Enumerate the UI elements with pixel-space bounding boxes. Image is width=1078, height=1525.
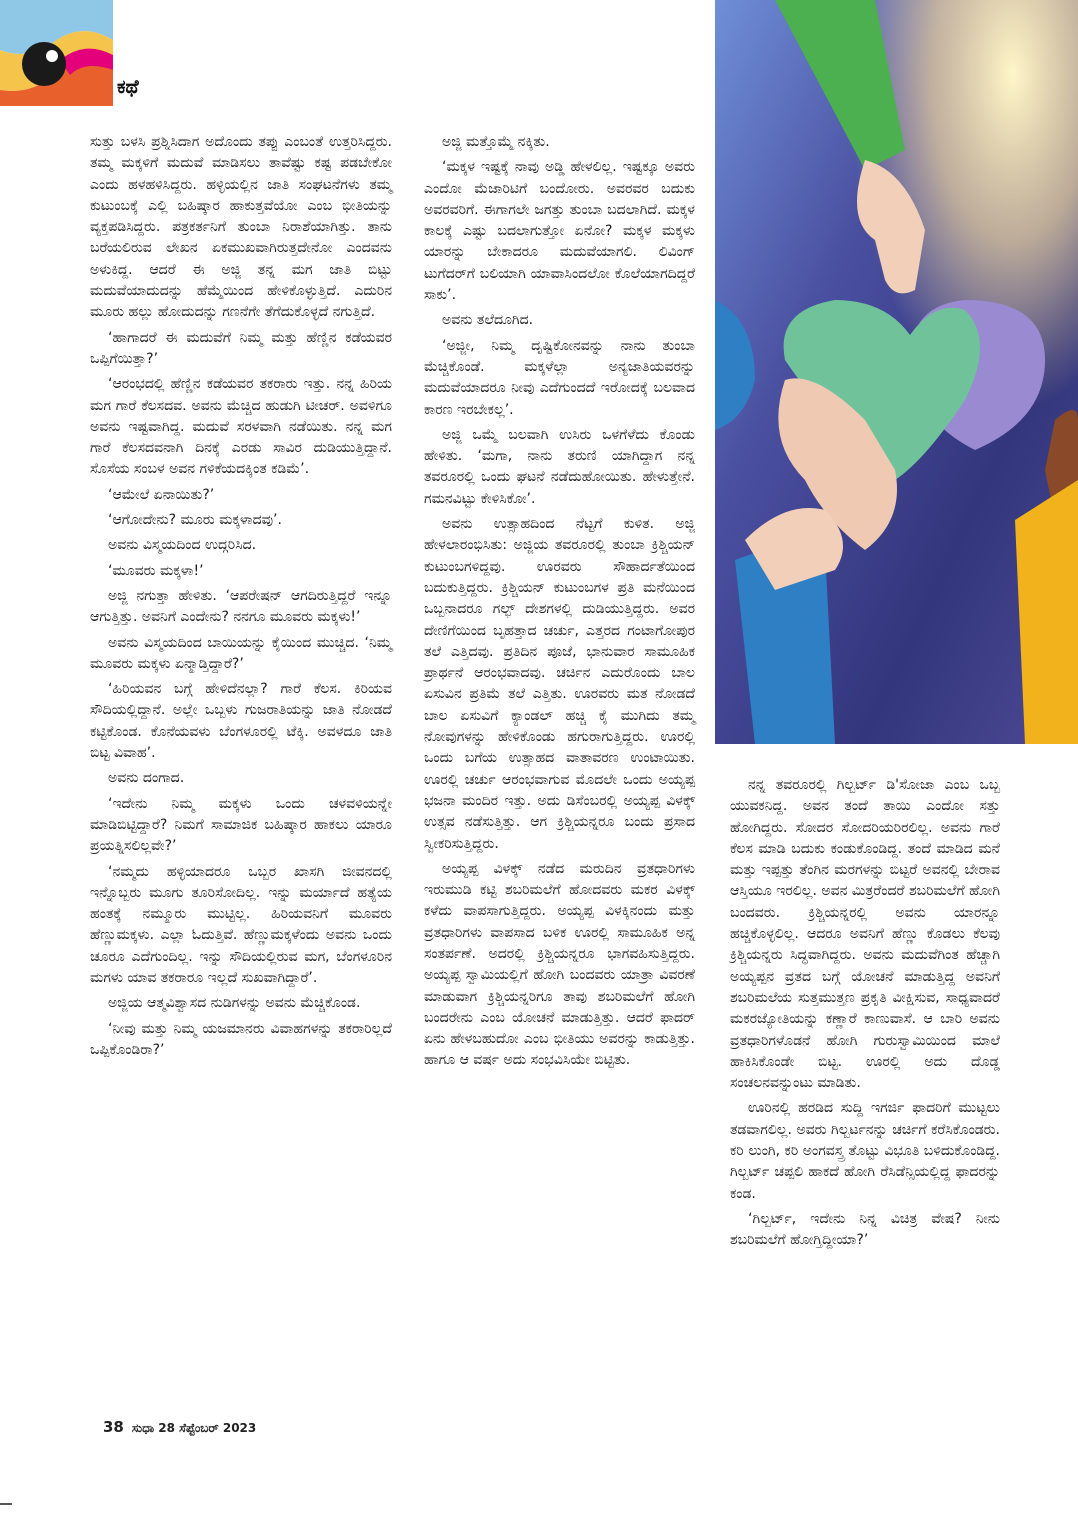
paragraph: ಅಜ್ಜಿ ಮತ್ತೊಮ್ಮೆ ನಕ್ಕಿತು.	[442, 134, 550, 150]
paragraph: ಸುತ್ತು ಬಳಸಿ ಪ್ರಶ್ನಿಸಿದಾಗ ಅದೊಂದು ತಪ್ಪು ಎಂಬಂತೆ ಉತ್ತರಿಸಿದ್ದರು. ತಮ್ಮ ಮಕ್ಕಳಿಗೆ ಮದುವೆ ಮಾಡಿಸಲು ತಾವೆಷ್ಟು ಕಷ್ಟ ಪಡಬೇಕೋ ಎಂದು ಹಳಹಳಿಸಿದ್ದರು. ಹಳ್ಳಿಯಲ್ಲಿನ ಜಾತಿ ಸಂಘಟನೆಗಳು ತಮ್ಮ ಕುಟುಂಬಕ್ಕೆ ಎಲ್ಲಿ ಬಹಿಷ್ಕಾರ ಹಾಕುತ್ತವೆಯೋ ಎಂಬ ಭೀತಿಯನ್ನು ವ್ಯಕ್ತಪಡಿಸಿದ್ದರು. ಪತ್ರಕರ್ತನಿಗೆ ತುಂಬಾ ನಿರಾಶೆಯಾಗಿತ್ತು. ತಾನು ಬರೆಯಲಿರುವ ಲೇಖನ ಏಕಮುಖವಾಗಿರುತ್ತದೇನೋ ಎಂದವನು ಅಳುಕಿದ್ದ. ಆದರೆ ಈ ಅಜ್ಜಿ ತನ್ನ ಮಗ ಜಾತಿ ಬಿಟ್ಟು ಮದುವೆಯಾದುದನ್ನು ಹೆಮ್ಮೆಯಿಂದ ಹೇಳಿಕೊಳ್ಳುತ್ತಿದೆ. ಎದುರಿನ ಮೂರು ಹಲ್ಲು ಹೋದುದನ್ನು ಗಣನೆಗೇ ತೆಗೆದುಕೊಳ್ಳದೆ ನಗುತ್ತಿದೆ.	[90, 134, 392, 321]
page-number: 38	[103, 1418, 124, 1436]
section-label: ಕಥೆ	[117, 76, 139, 98]
paragraph: ಅಯ್ಯಪ್ಪ ವಿಳಕ್ಕ್ ನಡೆದ ಮರುದಿನ ವ್ರತಧಾರಿಗಳು ಇರುಮುಡಿ ಕಟ್ಟಿ ಶಬರಿಮಲೆಗೆ ಹೋದವರು ಮಕರ ವಿಳಕ್ಕ್ ಕಳೆದು ವಾಪಸಾಗುತ್ತಿದ್ದರು. ಅಯ್ಯಪ್ಪ ವಿಳಕ್ಕಿನಂದು ಮತ್ತು ವ್ರತಧಾರಿಗಳು ವಾಪಸಾದ ಬಳಿಕ ಊರಲ್ಲಿ ಸಾಮೂಹಿಕ ಅನ್ನ ಸಂತರ್ಪಣೆ. ಅದರಲ್ಲಿ ಕ್ರಿಶ್ಚಿಯನ್ನರೂ ಭಾಗವಹಿಸುತ್ತಿದ್ದರು. ಅಯ್ಯಪ್ಪ ಸ್ವಾಮಿಯಲ್ಲಿಗೆ ಹೋಗಿ ಬಂದವರು ಯಾತ್ರಾ ವಿವರಣೆ ಮಾಡುವಾಗ ಕ್ರಿಶ್ಚಿಯನ್ನರಿಗೂ ತಾವು ಶಬರಿಮಲೆಗೆ ಹೋಗಿ ಬಂದರೇನು ಎಂಬ ಯೋಚನೆ ಮಾಡುತ್ತಿತ್ತು. ಆದರೆ ಫಾದರ್ ಏನು ಹೇಳಬಹುದೋ ಎಂಬ ಭೀತಿಯು ಅವರನ್ನು ಕಾಡುತ್ತಿತ್ತು. ಹಾಗೂ ಆ ವರ್ಷ ಅದು ಸಂಭವಿಸಿಯೇ ಬಿಟ್ಟಿತು.	[424, 860, 695, 1069]
paragraph: ‘ಇದೇನು ನಿಮ್ಮ ಮಕ್ಕಳು ಒಂದು ಚಳವಳಿಯನ್ನೇ ಮಾಡಿಬಿಟ್ಟಿದ್ದಾರೆ? ನಿಮಗೆ ಸಾಮಾಜಿಕ ಬಹಿಷ್ಕಾರ ಹಾಕಲು ಯಾರೂ ಪ್ರಯತ್ನಿಸಲಿಲ್ಲವೇ?’	[90, 795, 392, 855]
paragraph: ‘ಹಾಗಾದರೆ ಈ ಮದುವೆಗೆ ನಿಮ್ಮ ಮತ್ತು ಹೆಣ್ಣಿನ ಕಡೆಯವರ ಒಪ್ಪಿಗೆಯಿತ್ತಾ?’	[90, 329, 392, 367]
paragraph: ಅವನು ದಂಗಾದ.	[108, 770, 185, 787]
paragraph: ಅವನು ಉತ್ಸಾಹದಿಂದ ನೆಟ್ಟಗೆ ಕುಳಿತ. ಅಜ್ಜಿ ಹೇಳಲಾರಂಭಿಸಿತು: ಅಜ್ಜಿಯ ತವರೂರಲ್ಲಿ ತುಂಬಾ ಕ್ರಿಶ್ಚಿಯನ್ ಕುಟುಂಬಗಳಿದ್ದವು. ಊರವರು ಸೌಹಾರ್ದತೆಯಿಂದ ಬದುಕುತ್ತಿದ್ದರು. ಕ್ರಿಶ್ಚಿಯನ್ ಕುಟುಂಬಗಳ ಪ್ರತಿ ಮನೆಯಿಂದ ಒಬ್ಬನಾದರೂ ಗಲ್ಫ್ ದೇಶಗಳಲ್ಲಿ ದುಡಿಯುತ್ತಿದ್ದರು. ಅವರ ದೇಣಿಗೆಯಿಂದ ಬೃಹತ್ತಾದ ಚರ್ಚು, ಎತ್ತರದ ಗಂಟಾಗೋಪುರ ತಲೆ ಎತ್ತಿದವು. ಪ್ರತಿದಿನ ಪೂಜೆ, ಭಾನುವಾರ ಸಾಮೂಹಿಕ ಪ್ರಾರ್ಥನೆ ಆರಂಭವಾದವು. ಚರ್ಚಿನ ಎದುರೊಂದು ಬಾಲ ಏಸುವಿನ ಪ್ರತಿಮೆ ತಲೆ ಎತ್ತಿತು. ಊರವರು ಮತ ನೋಡದೆ ಬಾಲ ಏಸುವಿಗೆ ಕ್ಯಾಂಡಲ್ ಹಚ್ಚಿ ಕೈ ಮುಗಿದು ತಮ್ಮ ನೋವುಗಳನ್ನು ಹೇಳಿಕೊಂಡು ಹಗುರಾಗುತ್ತಿದ್ದರು. ಊರಲ್ಲಿ ಒಂದು ಬಗೆಯ ಉತ್ಸಾಹದ ವಾತಾವರಣ ಉಂಟಾಯಿತು. ಊರಲ್ಲಿ ಚರ್ಚು ಆರಂಭವಾಗುವ ಮೊದಲೇ ಒಂದು ಅಯ್ಯಪ್ಪ ಭಜನಾ ಮಂದಿರ ಇತ್ತು. ಅದು ಡಿಸೆಂಬರಲ್ಲಿ ಅಯ್ಯಪ್ಪ ವಿಳಕ್ಕ್ ಉತ್ಸವ ನಡೆಸುತ್ತಿತ್ತು. ಆಗ ಕ್ರಿಶ್ಚಿಯನ್ನರೂ ಬಂದು ಪ್ರಸಾದ ಸ್ವೀಕರಿಸುತ್ತಿದ್ದರು.	[424, 516, 695, 852]
paragraph: ‘ನೀವು ಮತ್ತು ನಿಮ್ಮ ಯಜಮಾನರು ವಿವಾಹಗಳನ್ನು ತಕರಾರಿಲ್ಲದೆ ಒಪ್ಪಿಕೊಂಡಿರಾ?’	[90, 1020, 392, 1058]
paragraph: ಅವನು ವಿಸ್ಮಯದಿಂದ ಉದ್ಗರಿಸಿದ.	[108, 537, 257, 554]
article-column-3	[730, 775, 1000, 1256]
paragraph: ಅವನು ವಿಸ್ಮಯದಿಂದ ಬಾಯಿಯನ್ನು ಕೈಯಿಂದ ಮುಚ್ಚಿದ. ‘ನಿಮ್ಮ ಮೂವರು ಮಕ್ಕಳು ಏನ್ಮಾಡ್ತಿದ್ದಾರೆ?’	[90, 634, 392, 672]
paragraph: ‘ಅಜ್ಜೀ, ನಿಮ್ಮ ದೃಷ್ಟಿಕೋನವನ್ನು ನಾನು ತುಂಬಾ ಮೆಚ್ಚಿಕೊಂಡೆ. ಮಕ್ಕಳೆಲ್ಲಾ ಅನ್ಯಜಾತಿಯವರನ್ನು ಮದುವೆಯಾದರೂ ನೀವು ಎದೆಗುಂದದೆ ಇರೋದಕ್ಕೆ ಬಲವಾದ ಕಾರಣ ಇರಬೇಕಲ್ಲ’.	[424, 337, 695, 418]
paragraph: ಊರಿನಲ್ಲಿ ಹರಡಿದ ಸುದ್ದಿ ಇಗರ್ಜಿ ಫಾದರಿಗೆ ಮುಟ್ಟಲು ತಡವಾಗಲಿಲ್ಲ. ಅವರು ಗಿಲ್ಬರ್ಟನನ್ನು ಚರ್ಚಿಗೆ ಕರೆಸಿಕೊಂಡರು. ಕರಿ ಲುಂಗಿ, ಕರಿ ಅಂಗವಸ್ತ್ರ ತೊಟ್ಟು ವಿಭೂತಿ ಬಳಿದುಕೊಂಡಿದ್ದ. ಗಿಲ್ಬರ್ಟ್ ಚಪ್ಪಲಿ ಹಾಕದೆ ಹೋಗಿ ರೆಸಿಡೆನ್ಸಿಯಲ್ಲಿದ್ದ ಫಾದರನ್ನು ಕಂಡ.	[730, 1100, 1000, 1202]
article-column-2	[424, 132, 695, 1076]
page-footer	[103, 1418, 256, 1436]
paragraph: ‘ಆಗೋದೇನು? ಮೂರು ಮಕ್ಕಳಾದವು’.	[108, 512, 282, 529]
paragraph: ‘ಮೂವರು ಮಕ್ಕಳಾ!’	[108, 562, 204, 579]
paragraph: ಅಜ್ಜಿ ಒಮ್ಮೆ ಬಲವಾಗಿ ಉಸಿರು ಒಳಗೆಳೆದು ಕೊಂಡು ಹೇಳಿತು. ‘ಮಗಾ, ನಾನು ತರುಣಿ ಯಾಗಿದ್ದಾಗ ನನ್ನ ತವರೂರಲ್ಲಿ ಒಂದು ಘಟನೆ ನಡೆದುಹೋಯಿತು. ಹೇಳುತ್ತೇನೆ. ಗಮನವಿಟ್ಟು ಕೇಳಿಸಿಕೋ’.	[424, 426, 695, 507]
abstract-logo-icon	[0, 0, 113, 106]
paragraph: ‘ಗಿಲ್ಬರ್ಟ್, ಇದೇನು ನಿನ್ನ ವಿಚಿತ್ರ ವೇಷ? ನೀನು ಶಬರಿಮಲೆಗೆ ಹೋಗ್ತಿದ್ದೀಯಾ?’	[730, 1210, 1000, 1249]
section-logo	[0, 0, 113, 106]
paragraph: ‘ಆರಂಭದಲ್ಲಿ ಹೆಣ್ಣಿನ ಕಡೆಯವರ ತಕರಾರು ಇತ್ತು. ನನ್ನ ಹಿರಿಯ ಮಗ ಗಾರೆ ಕೆಲಸದವ. ಅವನು ಮೆಚ್ಚಿದ ಹುಡುಗಿ ಟೀಚರ್. ಅವಳಿಗೂ ಅವನು ಇಷ್ಟವಾಗಿದ್ದ. ಮದುವೆ ಸರಳವಾಗಿ ನಡೆಯಿತು. ನನ್ನ ಮಗ ಗಾರೆ ಕೆಲಸದವನಾಗಿ ದಿನಕ್ಕೆ ಎರಡು ಸಾವಿರ ದುಡಿಯುತ್ತಿದ್ದಾನೆ. ಸೊಸೆಯ ಸಂಬಳ ಅವನ ಗಳಿಕೆಯದಕ್ಕಿಂತ ಕಡಿಮೆ’.	[90, 376, 392, 478]
paragraph: ‘ಆಮೇಲೆ ಏನಾಯಿತು?’	[108, 486, 215, 503]
paragraph: ಅಜ್ಜಿ ನಗುತ್ತಾ ಹೇಳಿತು. ‘ಆಪರೇಷನ್ ಆಗದಿರುತ್ತಿದ್ದರೆ ಇನ್ನೂ ಆಗುತ್ತಿತ್ತು. ಅವನಿಗೆ ಎಂದೇನು? ನನಗೂ ಮೂವರು ಮಕ್ಕಳು!’	[90, 587, 392, 626]
paragraph: ‘ನಮ್ಮದು ಹಳ್ಳಿಯಾದರೂ ಒಬ್ಬರ ಖಾಸಗಿ ಜೀವನದಲ್ಲಿ ಇನ್ನೊಬ್ಬರು ಮೂಗು ತೂರಿಸೋದಿಲ್ಲ. ಇನ್ನು ಮರ್ಯಾದೆ ಹತ್ಯೆಯ ಹಂತಕ್ಕೆ ನಮ್ಮೂರು ಮುಟ್ಟಿಲ್ಲ. ಹಿರಿಯವನಿಗೆ ಮೂವರು ಹೆಣ್ಣುಮಕ್ಕಳು. ಎಲ್ಲಾ ಓದುತ್ತಿವೆ. ಹೆಣ್ಣುಮಕ್ಕಳೆಂದು ಅವನು ಒಂದು ಚೂರೂ ಎದೆಗುಂದಿಲ್ಲ. ಇನ್ನು ಸೌದಿಯಲ್ಲಿರುವ ಮಗ, ಬೆಂಗಳೂರಿನ ಮಗಳು ಯಾವ ತಕರಾರೂ ಇಲ್ಲದೆ ಸುಖವಾಗಿದ್ದಾರೆ’.	[90, 863, 392, 986]
crop-mark	[0, 1503, 12, 1505]
article-column-1	[90, 132, 392, 1065]
story-illustration	[715, 0, 1078, 744]
paragraph: ಅವನು ತಲೆದೂಗಿದ.	[442, 312, 534, 329]
paragraph: ನನ್ನ ತವರೂರಲ್ಲಿ ಗಿಲ್ಬರ್ಟ್ ಡಿ'ಸೋಜಾ ಎಂಬ ಒಬ್ಬ ಯುವಕನಿದ್ದ. ಅವನ ತಂದೆ ತಾಯಿ ಎಂದೋ ಸತ್ತು ಹೋಗಿದ್ದರು. ಸೋದರ ಸೋದರಿಯರಿರಲಿಲ್ಲ. ಅವನು ಗಾರೆ ಕೆಲಸ ಮಾಡಿ ಬದುಕು ಕಂಡುಕೊಂಡಿದ್ದ. ತಂದೆ ಮಾಡಿದ ಮನೆ ಮತ್ತು ಇಪ್ಪತ್ತು ತೆಂಗಿನ ಮರಗಳನ್ನು ಬಿಟ್ಟರೆ ಅವನಲ್ಲಿ ಬೇರಾವ ಆಸ್ತಿಯೂ ಇರಲಿಲ್ಲ. ಅವನ ಮಿತ್ರರೆಂದರೆ ಶಬರಿಮಲೆಗೆ ಹೋಗಿ ಬಂದವರು. ಕ್ರಿಶ್ಚಿಯನ್ನರಲ್ಲಿ ಅವನು ಯಾರನ್ನೂ ಹಚ್ಚಿಕೊಳ್ಳಲಿಲ್ಲ. ಆದರೂ ಅವನಿಗೆ ಹೆಣ್ಣು ಕೊಡಲು ಕೆಲವು ಕ್ರಿಶ್ಚಿಯನ್ನರು ಸಿದ್ಧವಾಗಿದ್ದರು. ಅವನು ಮದುವೆಗಿಂತ ಹೆಚ್ಚಾಗಿ ಅಯ್ಯಪ್ಪನ ವ್ರತದ ಬಗ್ಗೆ ಯೋಚನೆ ಮಾಡುತ್ತಿದ್ದ ಅವನಿಗೆ ಶಬರಿಮಲೆಯ ಸುತ್ತಮುತ್ತಣ ಪ್ರಕೃತಿ ವೀಕ್ಷಿಸುವ, ಸಾಧ್ಯವಾದರೆ ಮಕರಜ್ಯೋತಿಯನ್ನು ಕಣ್ಣಾರೆ ಕಾಣುವಾಸೆ. ಆ ಬಾರಿ ಅವನು ವ್ರತಧಾರಿಗಳೊಡನೆ ಹೋಗಿ ಗುರುಸ್ವಾಮಿಯಿಂದ ಮಾಲೆ ಹಾಕಿಸಿಕೊಂಡೇ ಬಿಟ್ಟ. ಊರಲ್ಲಿ ಅದು ದೊಡ್ಡ ಸಂಚಲನವನ್ನುಂಟು ಮಾಡಿತು.	[730, 777, 1000, 1092]
paragraph: ಅಜ್ಜಿಯ ಆತ್ಮವಿಶ್ವಾಸದ ನುಡಿಗಳನ್ನು ಅವನು ಮೆಚ್ಚಿಕೊಂಡ.	[108, 995, 361, 1012]
paragraph: ‘ಹಿರಿಯವನ ಬಗ್ಗೆ ಹೇಳಿದೆನಲ್ಲಾ? ಗಾರೆ ಕೆಲಸ. ಕಿರಿಯವ ಸೌದಿಯಲ್ಲಿದ್ದಾನೆ. ಅಲ್ಲೇ ಒಬ್ಬಳು ಗುಜರಾತಿಯನ್ನು ಜಾತಿ ನೋಡದೆ ಕಟ್ಟಿಕೊಂಡ. ಕೊನೆಯವಳು ಬೆಂಗಳೂರಲ್ಲಿ ಟೆಕ್ಕಿ. ಅವಳದೂ ಜಾತಿ ಬಿಟ್ಟ ವಿವಾಹ’.	[90, 681, 392, 762]
hands-hearts-illustration-icon	[715, 0, 1078, 744]
magazine-date: ಸುಧಾ 28 ಸೆಪ್ಟೆಂಬರ್ 2023	[131, 1421, 257, 1435]
paragraph: ‘ಮಕ್ಕಳ ಇಷ್ಟಕ್ಕೆ ನಾವು ಅಡ್ಡಿ ಹೇಳಲಿಲ್ಲ. ಇಷ್ಟಕ್ಕೂ ಅವರು ಎಂದೋ ಮೆಜಾರಿಟಿಗೆ ಬಂದೋರು. ಅವರವರ ಬದುಕು ಅವರವರಿಗೆ. ಈಗಾಗಲೇ ಜಗತ್ತು ತುಂಬಾ ಬದಲಾಗಿದೆ. ಮಕ್ಕಳ ಕಾಲಕ್ಕೆ ಎಷ್ಟು ಬದಲಾಗುತ್ತೋ ಏನೋ? ಮಕ್ಕಳ ಮಕ್ಕಳು ಯಾರನ್ನು ಬೇಕಾದರೂ ಮದುವೆಯಾಗಲಿ. ಲಿವಿಂಗ್ ಟುಗೆದರ್‌ಗೆ ಬಲಿಯಾಗಿ ಯಾವಾಸಿಂದಲೋ ಕೊಲೆಯಾಗದಿದ್ದರೆ ಸಾಕು’.	[424, 159, 695, 304]
